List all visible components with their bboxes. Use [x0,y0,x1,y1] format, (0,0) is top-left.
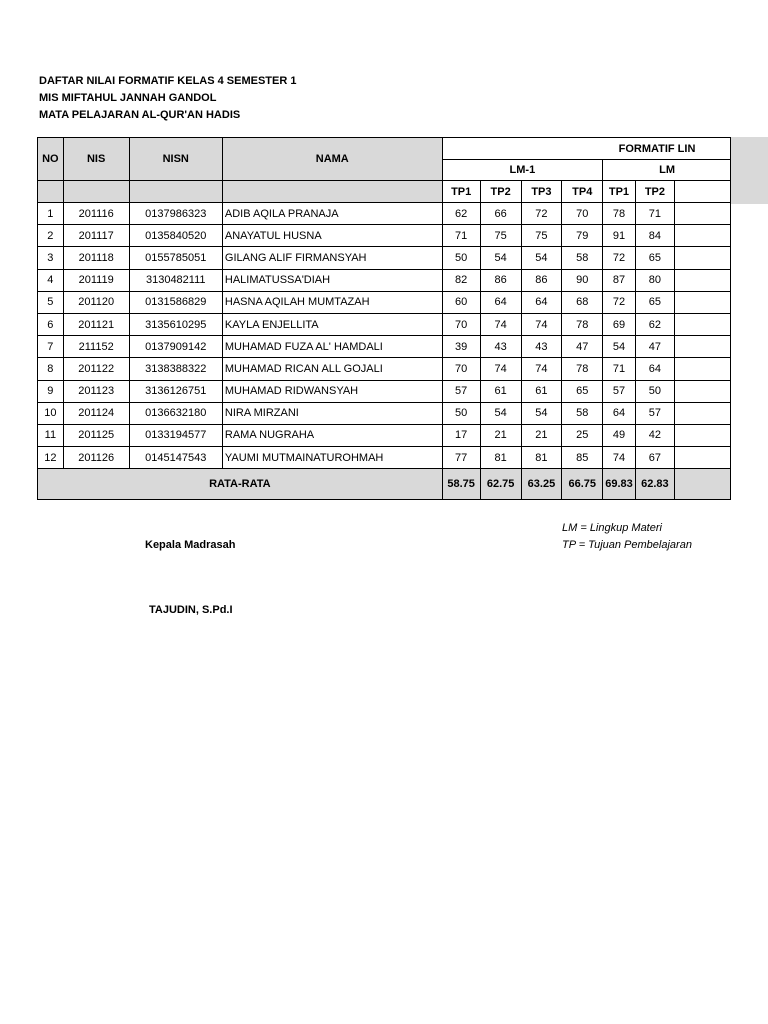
row-nisn: 0135840520 [129,225,222,247]
row-score: 58 [562,247,603,269]
row-score: 74 [480,358,521,380]
row-nisn: 0133194577 [129,424,222,446]
group-header-lm1: LM-1 [442,160,603,181]
row-score: 64 [480,291,521,313]
row-nisn: 0137986323 [129,203,222,225]
row-nama: MUHAMAD FUZA AL' HAMDALI [222,336,442,358]
row-nisn: 3130482111 [129,269,222,291]
row-score: 72 [603,291,636,313]
table-row [38,203,731,225]
blank-header-cell [675,181,731,203]
blank-cell [675,380,731,402]
row-nisn: 0145147543 [129,447,222,469]
row-nis: 201126 [63,447,129,469]
average-value: 62.75 [480,469,521,500]
col-header-tp: TP3 [521,181,562,203]
row-score: 54 [603,336,636,358]
average-label: RATA-RATA [38,469,443,500]
blank-cell [675,358,731,380]
row-score: 70 [442,313,480,335]
row-nisn: 0136632180 [129,402,222,424]
col-header-nama: NAMA [222,138,442,181]
header-fill-overflow [731,137,768,204]
row-score: 79 [562,225,603,247]
row-nis: 201125 [63,424,129,446]
school-name: MIS MIFTAHUL JANNAH GANDOL [39,92,217,104]
blank-header-cell [38,181,64,203]
row-score: 71 [442,225,480,247]
row-nisn: 0131586829 [129,291,222,313]
doc-title: DAFTAR NILAI FORMATIF KELAS 4 SEMESTER 1 [39,75,297,87]
average-value: 66.75 [562,469,603,500]
grade-table [37,137,731,500]
row-nisn: 3136126751 [129,380,222,402]
row-score: 50 [442,402,480,424]
row-score: 47 [635,336,674,358]
row-score: 86 [521,269,562,291]
row-score: 54 [480,247,521,269]
table-row [38,447,731,469]
row-no: 11 [38,424,64,446]
row-score: 65 [635,247,674,269]
row-score: 85 [562,447,603,469]
row-nisn: 0155785051 [129,247,222,269]
row-nis: 201122 [63,358,129,380]
row-score: 62 [635,313,674,335]
table-row [38,402,731,424]
row-nis: 201120 [63,291,129,313]
row-no: 3 [38,247,64,269]
col-header-tp: TP1 [603,181,636,203]
blank-cell [675,269,731,291]
row-score: 81 [480,447,521,469]
row-nisn: 3135610295 [129,313,222,335]
row-score: 81 [521,447,562,469]
blank-cell [675,424,731,446]
row-nama: HASNA AQILAH MUMTAZAH [222,291,442,313]
col-header-no: NO [38,138,64,181]
blank-cell [675,247,731,269]
row-score: 77 [442,447,480,469]
row-score: 86 [480,269,521,291]
row-score: 42 [635,424,674,446]
row-no: 5 [38,291,64,313]
row-score: 71 [603,358,636,380]
row-score: 84 [635,225,674,247]
table-body [38,203,731,469]
average-value: 58.75 [442,469,480,500]
row-nama: RAMA NUGRAHA [222,424,442,446]
row-score: 74 [480,313,521,335]
row-score: 75 [521,225,562,247]
blank-header-cell [63,181,129,203]
blank-cell [675,203,731,225]
row-score: 25 [562,424,603,446]
col-header-nis: NIS [63,138,129,181]
row-score: 58 [562,402,603,424]
row-score: 17 [442,424,480,446]
row-score: 57 [603,380,636,402]
row-nama: MUHAMAD RICAN ALL GOJALI [222,358,442,380]
table-row [38,291,731,313]
average-value: 63.25 [521,469,562,500]
row-score: 75 [480,225,521,247]
average-value: 69.83 [603,469,636,500]
row-score: 64 [521,291,562,313]
table-row [38,269,731,291]
row-score: 87 [603,269,636,291]
blank-cell [675,336,731,358]
signature-name: TAJUDIN, S.Pd.I [149,604,233,616]
row-nis: 211152 [63,336,129,358]
row-nisn: 3138388322 [129,358,222,380]
row-score: 54 [521,402,562,424]
row-nis: 201123 [63,380,129,402]
blank-cell [675,447,731,469]
row-score: 74 [521,358,562,380]
col-header-tp: TP2 [635,181,674,203]
blank-cell [675,313,731,335]
row-nama: HALIMATUSSA'DIAH [222,269,442,291]
row-score: 90 [562,269,603,291]
blank-cell [675,469,731,500]
row-score: 60 [442,291,480,313]
row-no: 12 [38,447,64,469]
group-header-formatif: FORMATIF LIN [442,138,730,160]
row-score: 78 [562,313,603,335]
legend-lm: LM = Lingkup Materi [562,522,662,534]
row-nama: GILANG ALIF FIRMANSYAH [222,247,442,269]
row-score: 80 [635,269,674,291]
col-header-nisn: NISN [129,138,222,181]
row-score: 64 [635,358,674,380]
row-score: 39 [442,336,480,358]
row-score: 68 [562,291,603,313]
row-score: 43 [521,336,562,358]
row-score: 67 [635,447,674,469]
table-row [38,424,731,446]
row-score: 71 [635,203,674,225]
row-nama: ANAYATUL HUSNA [222,225,442,247]
table-row [38,313,731,335]
row-no: 9 [38,380,64,402]
row-score: 69 [603,313,636,335]
row-no: 2 [38,225,64,247]
blank-header-cell [222,181,442,203]
row-score: 66 [480,203,521,225]
row-no: 10 [38,402,64,424]
table-row [38,380,731,402]
col-header-tp: TP4 [562,181,603,203]
row-score: 70 [562,203,603,225]
table-clip [0,0,731,520]
blank-cell [675,402,731,424]
table-row [38,247,731,269]
blank-header-cell [129,181,222,203]
row-score: 54 [521,247,562,269]
row-score: 21 [521,424,562,446]
row-score: 50 [442,247,480,269]
row-score: 49 [603,424,636,446]
row-score: 21 [480,424,521,446]
row-score: 82 [442,269,480,291]
row-nama: ADIB AQILA PRANAJA [222,203,442,225]
subject-name: MATA PELAJARAN AL-QUR'AN HADIS [39,109,241,121]
row-score: 72 [521,203,562,225]
row-score: 61 [521,380,562,402]
row-score: 70 [442,358,480,380]
row-nis: 201118 [63,247,129,269]
row-score: 72 [603,247,636,269]
row-no: 7 [38,336,64,358]
row-no: 8 [38,358,64,380]
col-header-tp: TP1 [442,181,480,203]
row-score: 54 [480,402,521,424]
row-score: 57 [635,402,674,424]
signature-role: Kepala Madrasah [145,539,236,551]
col-header-tp: TP2 [480,181,521,203]
blank-cell [675,291,731,313]
legend-tp: TP = Tujuan Pembelajaran [562,539,692,551]
average-value: 62.83 [635,469,674,500]
row-score: 43 [480,336,521,358]
row-nama: NIRA MIRZANI [222,402,442,424]
table-row [38,225,731,247]
row-no: 6 [38,313,64,335]
row-score: 62 [442,203,480,225]
row-score: 78 [603,203,636,225]
row-score: 64 [603,402,636,424]
row-no: 1 [38,203,64,225]
row-nis: 201116 [63,203,129,225]
row-nisn: 0137909142 [129,336,222,358]
row-score: 91 [603,225,636,247]
row-nama: YAUMI MUTMAINATUROHMAH [222,447,442,469]
row-score: 74 [603,447,636,469]
row-nama: KAYLA ENJELLITA [222,313,442,335]
table-row [38,358,731,380]
row-score: 65 [562,380,603,402]
row-score: 50 [635,380,674,402]
row-score: 61 [480,380,521,402]
row-nis: 201121 [63,313,129,335]
row-nama: MUHAMAD RIDWANSYAH [222,380,442,402]
row-nis: 201117 [63,225,129,247]
table-row [38,336,731,358]
row-score: 78 [562,358,603,380]
group-header-lm2: LM [603,160,731,181]
row-score: 65 [635,291,674,313]
blank-cell [675,225,731,247]
row-nis: 201119 [63,269,129,291]
row-no: 4 [38,269,64,291]
row-score: 74 [521,313,562,335]
row-score: 47 [562,336,603,358]
row-score: 57 [442,380,480,402]
row-nis: 201124 [63,402,129,424]
